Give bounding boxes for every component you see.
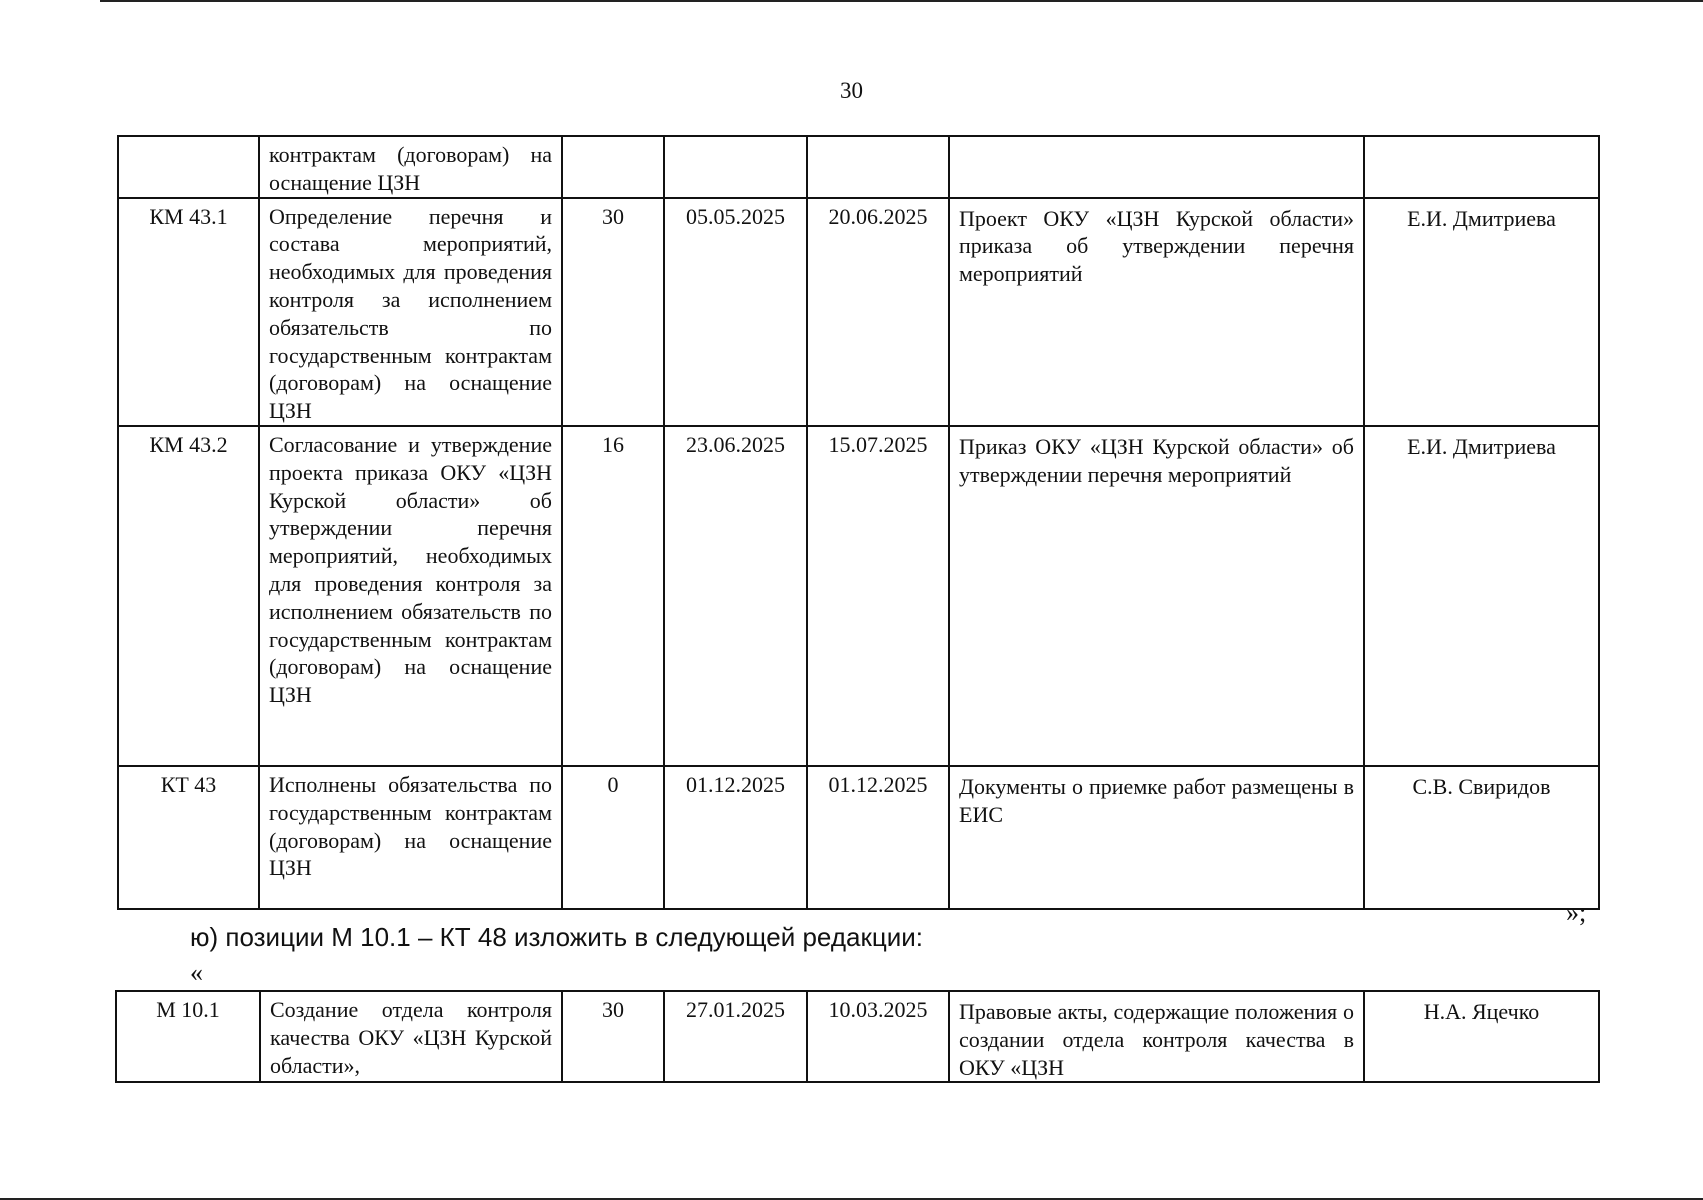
name-cell: Исполнены обязательства по государственным контрактам (договорам) на оснащение ЦЗН [259,766,562,909]
plan-table-new-edition [115,990,1600,1083]
start-date-cell: 23.06.2025 [664,426,807,766]
table-row [118,136,1599,198]
end-date-cell: 01.12.2025 [807,766,949,909]
table-row [118,198,1599,426]
code-cell [118,136,259,198]
table-row [116,991,1599,1082]
result-cell: Приказ ОКУ «ЦЗН Курской области» об утверждении перечня мероприятий [949,426,1364,766]
name-cell: Создание отдела контроля качества ОКУ «ЦЗН Курской области», [260,991,562,1082]
name-cell: Определение перечня и состава мероприятий, необходимых для проведения контроля за исполнением обязательств по государственным контрактам (договорам) на оснащение ЦЗН [259,198,562,426]
responsible-cell: Е.И. Дмитриева [1364,198,1599,426]
result-cell [949,136,1364,198]
result-cell: Правовые акты, содержащие положения о создании отдела контроля качества в ОКУ «ЦЗН [949,991,1364,1082]
opening-quote: « [190,958,203,987]
start-date-cell: 27.01.2025 [664,991,807,1082]
code-cell: КТ 43 [118,766,259,909]
duration-cell [562,136,664,198]
responsible-cell [1364,136,1599,198]
start-date-cell: 05.05.2025 [664,198,807,426]
table-row [118,426,1599,766]
end-date-cell [807,136,949,198]
responsible-cell: Е.И. Дмитриева [1364,426,1599,766]
responsible-cell: Н.А. Яцечко [1364,991,1599,1082]
code-cell: М 10.1 [116,991,260,1082]
duration-cell: 16 [562,426,664,766]
code-cell: КМ 43.1 [118,198,259,426]
start-date-cell [664,136,807,198]
scan-edge-top [100,0,1703,2]
code-cell: КМ 43.2 [118,426,259,766]
result-cell: Документы о приемке работ размещены в ЕИС [949,766,1364,909]
duration-cell: 0 [562,766,664,909]
amendment-instruction: ю) позиции М 10.1 – КТ 48 изложить в следующей редакции: [190,922,923,952]
start-date-cell: 01.12.2025 [664,766,807,909]
closing-quote: »; [1566,898,1587,927]
duration-cell: 30 [562,991,664,1082]
result-cell: Проект ОКУ «ЦЗН Курской области» приказа об утверждении перечня мероприятий [949,198,1364,426]
responsible-cell: С.В. Свиридов [1364,766,1599,909]
plan-table [117,135,1600,910]
name-cell: контрактам (договорам) на оснащение ЦЗН [259,136,562,198]
end-date-cell: 15.07.2025 [807,426,949,766]
end-date-cell: 20.06.2025 [807,198,949,426]
page-number: 30 [840,78,863,103]
duration-cell: 30 [562,198,664,426]
name-cell: Согласование и утверждение проекта приказа ОКУ «ЦЗН Курской области» об утверждении перечня мероприятий, необходимых для проведения контроля за исполнением обязательств по государственным контрактам (договорам) на оснащение ЦЗН [259,426,562,766]
end-date-cell: 10.03.2025 [807,991,949,1082]
table-row [118,766,1599,909]
